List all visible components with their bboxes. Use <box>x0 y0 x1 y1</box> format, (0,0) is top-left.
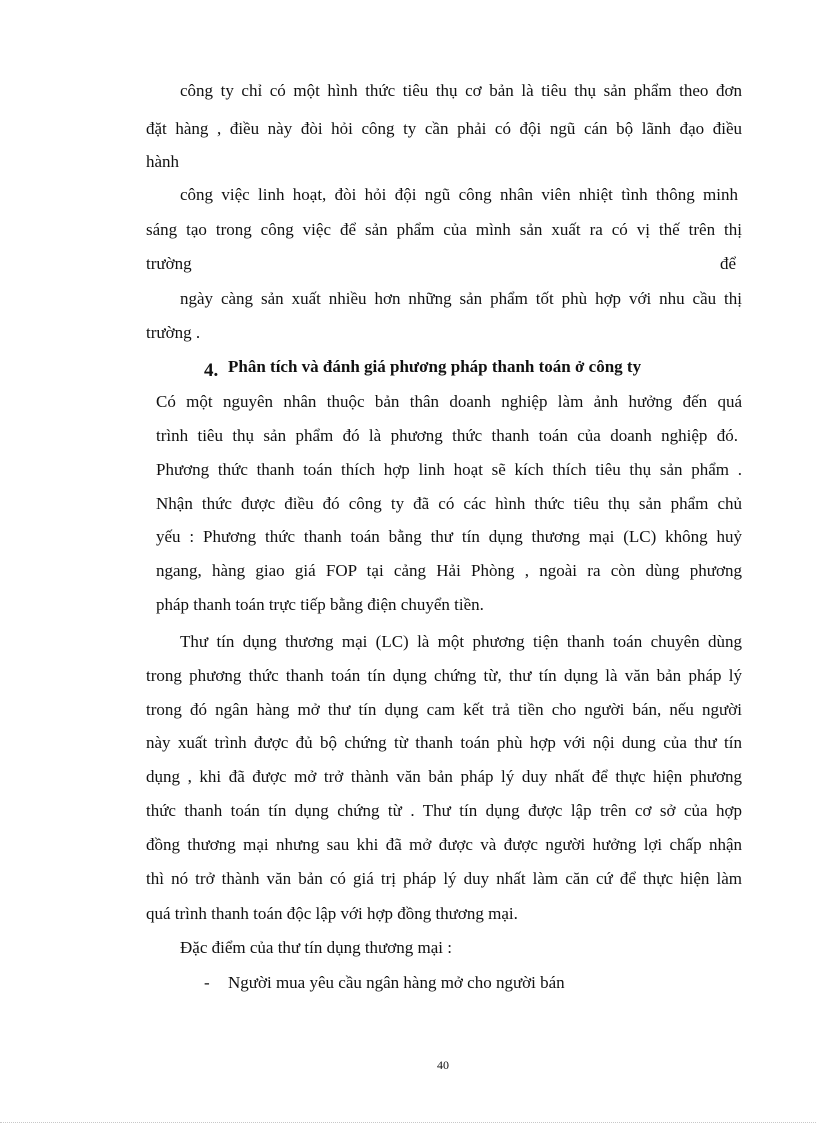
para2-line: thức thanh toán tín dụng chứng từ . Thư tín dụng được lập trên cơ sở của hợp <box>146 801 742 820</box>
intro-line-7: ngày càng sản xuất nhiều hơn những sản phẩm tốt phù hợp với nhu cầu thị <box>180 289 742 308</box>
features-title: Đặc điểm của thư tín dụng thương mại : <box>180 938 452 957</box>
section-title: Phân tích và đánh giá phương pháp thanh toán ở công ty <box>228 357 642 376</box>
para2-line: trong phương thức thanh toán tín dụng chứng từ, thư tín dụng là văn bản pháp lý <box>146 666 742 685</box>
bullet-dash: - <box>204 973 210 992</box>
para2-line: này xuất trình được đủ bộ chứng từ thanh toán phù hợp với nội dung của thư tín <box>146 733 742 752</box>
para1-line: trình tiêu thụ sản phẩm đó là phương thức thanh toán của doanh nghiệp đó. <box>156 426 738 445</box>
para2-line: Thư tín dụng thương mại (LC) là một phương tiện thanh toán chuyên dùng <box>180 632 742 651</box>
para2-line: trong đó ngân hàng mở thư tín dụng cam kết trả tiền cho người bán, nếu người <box>146 700 742 719</box>
intro-line-8: trường . <box>146 323 201 342</box>
intro-line-6-end: để <box>720 254 737 273</box>
intro-line-5: sáng tạo trong công việc để sản phẩm của mình sản xuất ra có vị thế trên thị <box>146 220 742 239</box>
para1-line: Nhận thức được điều đó công ty đã có các hình thức tiêu thụ sản phẩm chủ <box>156 494 742 513</box>
para1-line: yếu : Phương thức thanh toán bằng thư tín dụng thương mại (LC) không huỷ <box>156 527 742 546</box>
para1-line: Phương thức thanh toán thích hợp linh hoạt sẽ kích thích tiêu thụ sản phẩm . <box>156 460 742 479</box>
page-number: 40 <box>437 1058 449 1072</box>
bullet-text: Người mua yêu cầu ngân hàng mở cho người bán <box>228 973 565 992</box>
para1-line: Có một nguyên nhân thuộc bản thân doanh nghiệp làm ảnh hưởng đến quá <box>156 392 742 411</box>
intro-line-6-start: trường <box>146 254 192 273</box>
intro-line-3: hành <box>146 152 180 171</box>
para2-line: dụng , khi đã được mở trở thành văn bản pháp lý duy nhất để thực hiện phương <box>146 767 742 786</box>
para2-line: đồng thương mại nhưng sau khi đã mở được và được người hưởng lợi chấp nhận <box>146 835 742 854</box>
para1-line: pháp thanh toán trực tiếp bằng điện chuyển tiền. <box>156 595 484 614</box>
intro-line-4: công việc linh hoạt, đòi hỏi đội ngũ công nhân viên nhiệt tình thông minh <box>180 185 738 204</box>
para1-line: ngang, hàng giao giá FOP tại cảng Hải Phòng , ngoài ra còn dùng phương <box>156 561 742 580</box>
intro-line-1: công ty chỉ có một hình thức tiêu thụ cơ bản là tiêu thụ sản phẩm theo đơn <box>180 81 742 100</box>
intro-line-2: đặt hàng , điều này đòi hỏi công ty cần phải có đội ngũ cán bộ lãnh đạo điều <box>146 119 742 138</box>
para2-line: thì nó trở thành văn bản có giá trị pháp lý duy nhất làm căn cứ để thực hiện làm <box>146 869 742 888</box>
section-number: 4. <box>204 360 219 381</box>
para2-line: quá trình thanh toán độc lập với hợp đồng thương mại. <box>146 904 518 923</box>
